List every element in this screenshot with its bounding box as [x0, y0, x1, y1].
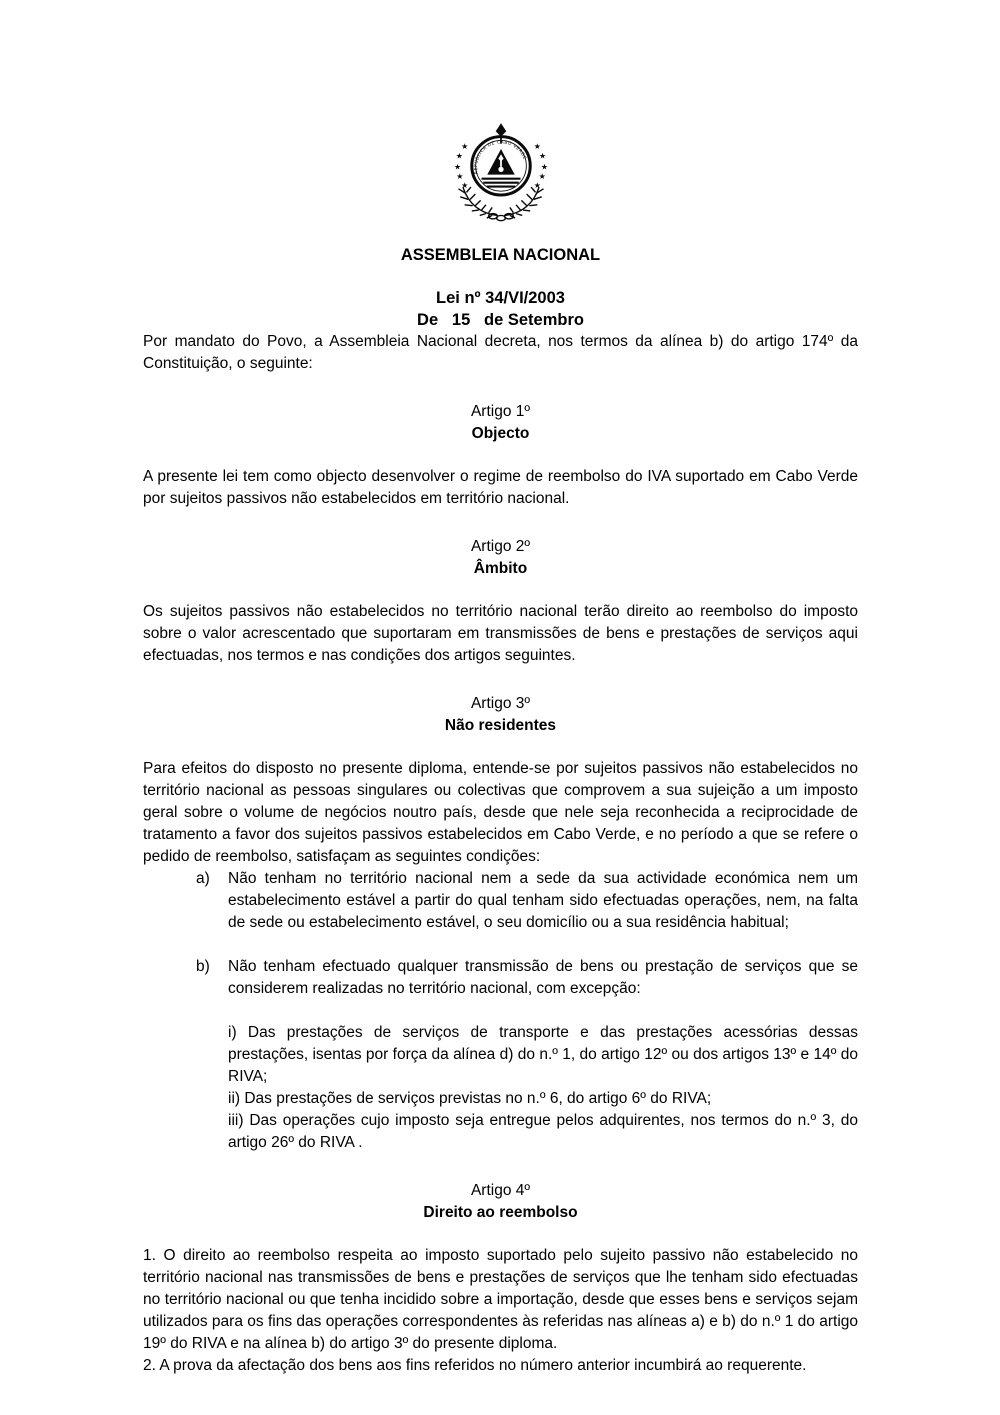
svg-text:★: ★: [460, 141, 468, 151]
law-title: [143, 287, 858, 331]
article-2-paragraph: Os sujeitos passivos não estabelecidos no território nacional terão direito ao reembolso do imposto sobre o valor acrescentado que suportaram em transmissões de bens e prestações de serviços aqui efectuadas, nos termos e nas condições dos artigos seguintes.: [143, 603, 858, 664]
svg-text:★: ★: [453, 162, 461, 172]
article-3-heading: [143, 693, 858, 737]
svg-text:★: ★: [455, 172, 463, 182]
list-item-a: [143, 868, 858, 934]
sublist-item-ii: ii) Das prestações de serviços previstas no n.º 6, do artigo 6º do RIVA;: [228, 1090, 712, 1107]
article-4-paragraph-2: 2. A prova da afectação dos bens aos fins referidos no número anterior incumbirá ao requerente.: [143, 1357, 807, 1374]
sublist-item-i: i) Das prestações de serviços de transporte e das prestações acessórias dessas prestações, isentas por força da alínea d) do n.º 1, do artigo 12º ou dos artigos 13º e 14º do RIVA;: [228, 1024, 858, 1085]
article-3-paragraph: Para efeitos do disposto no presente diploma, entende-se por sujeitos passivos não estabelecidos no território nacional as pessoas singulares ou colectivas que comprovem a sua sujeição a um imposto geral sobre o volume de negócios noutro país, desde que nele seja reconhecida a reciprocidade de tratamento a favor dos sujeitos passivos estabelecidos em Cabo Verde, e no período a que se refere o pedido de reembolso, satisfaçam as seguintes condições:: [143, 760, 858, 865]
list-item-b: [143, 956, 858, 1000]
article-3-number: Artigo 3º: [470, 695, 531, 712]
svg-text:★: ★: [533, 180, 541, 190]
institution-title: ASSEMBLEIA NACIONAL: [400, 246, 601, 264]
article-1-heading: [143, 401, 858, 445]
sublist-item-iii: iii) Das operações cujo imposto seja entregue pelos adquirentes, nos termos do n.º 3, do artigo 26º do RIVA .: [228, 1112, 858, 1151]
article-4-title: Direito ao reembolso: [423, 1204, 578, 1221]
article-4-paragraph-1: 1. O direito ao reembolso respeita ao imposto suportado pelo sujeito passivo não estabelecido no território nacional nas transmissões de bens e prestações de serviços que lhe tenham sido efectuadas no território nacional ou que tenha incidido sobre a importação, desde que esses bens e serviços sejam utilizados para os fins das operações correspondentes às referidas nas alíneas a) e b) do n.º 1 do artigo 19º do RIVA e na alínea b) do artigo 3º do presente diploma.: [143, 1247, 858, 1352]
cabo-verde-emblem-icon: [439, 116, 563, 228]
article-1-title: Objecto: [471, 425, 530, 442]
article-2-heading: [143, 536, 858, 580]
svg-text:★: ★: [455, 151, 463, 161]
svg-text:★: ★: [460, 180, 468, 190]
article-3-title: Não residentes: [444, 717, 557, 734]
emblem-circular-text: REPÚBLICA DE CABO VERDE: [473, 140, 527, 175]
law-number: Lei nº 34/VI/2003: [436, 289, 565, 307]
list-item-a-marker: a): [196, 870, 210, 887]
article-1-number: Artigo 1º: [470, 403, 531, 420]
preamble-paragraph: Por mandato do Povo, a Assembleia Nacional decreta, nos termos da alínea b) do artigo 174º da Constituição, o seguinte:: [143, 333, 858, 372]
article-2-title: Âmbito: [473, 560, 528, 577]
list-item-a-text: Não tenham no território nacional nem a sede da sua actividade económica nem um estabelecimento estável a partir do qual tenham sido efectuadas operações, nem, na falta de sede ou estabelecimento estável, o seu domicílio ou a sua residência habitual;: [228, 870, 858, 931]
document-page: [143, 0, 858, 1377]
sublist: [143, 1022, 858, 1154]
article-4-number: Artigo 4º: [470, 1182, 531, 1199]
svg-text:★: ★: [540, 162, 548, 172]
emblem-stars-left: [454, 142, 468, 190]
emblem-stars-right: [533, 142, 547, 190]
list-item-b-marker: b): [196, 958, 210, 975]
svg-text:★: ★: [533, 141, 541, 151]
svg-text:★: ★: [538, 151, 546, 161]
list-item-b-text: Não tenham efectuado qualquer transmissão de bens ou prestação de serviços que se considerem realizadas no território nacional, com excepção:: [228, 958, 858, 997]
article-4-heading: [143, 1180, 858, 1224]
svg-text:★: ★: [538, 172, 546, 182]
article-2-number: Artigo 2º: [470, 538, 531, 555]
article-1-paragraph: A presente lei tem como objecto desenvolver o regime de reembolso do IVA suportado em Cabo Verde por sujeitos passivos não estabelecidos em território nacional.: [143, 468, 858, 507]
law-date: De 15 de Setembro: [417, 311, 584, 329]
